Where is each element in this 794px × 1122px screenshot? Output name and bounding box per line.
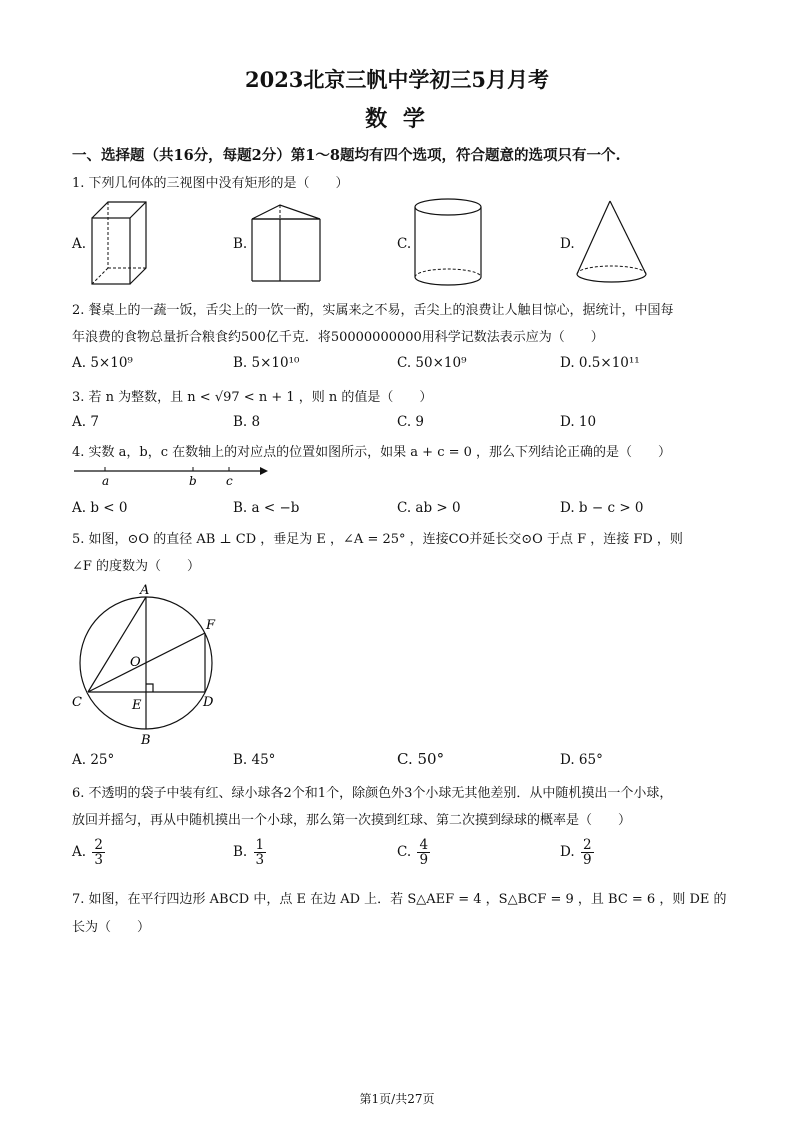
q6-option-a-label: A. [72, 844, 87, 861]
q6-option-b-label: B. [233, 844, 248, 861]
point-label-d: D [203, 695, 214, 710]
q4-number-line [72, 462, 272, 490]
page-number: 第1页/共27页 [359, 1092, 435, 1106]
q7-stem-line2: 长为（ ） [72, 920, 151, 935]
q6-option-c-denominator: 9 [419, 852, 429, 869]
q5-option-d: D. 65° [560, 752, 603, 768]
q3-option-d: D. 10 [560, 414, 597, 430]
q6-option-c [397, 838, 430, 867]
q1-option-a: A. [72, 236, 87, 252]
axis-label-c: c [226, 474, 233, 488]
q6-option-d [560, 838, 594, 867]
q6-option-b-numerator: 1 [255, 837, 265, 853]
q1-option-d: D. [560, 236, 575, 252]
q5-option-a: A. 25° [72, 752, 115, 768]
q6-option-a [72, 838, 105, 867]
subject-title: 数 学 [365, 106, 429, 132]
q1-option-b: B. [233, 236, 248, 252]
q5-stem-line1: 5. 如图，⊙O 的直径 AB ⊥ CD ，垂足为 E ，∠A = 25° ，连接CO并延长交⊙O 于点 F ，连接 FD ，则 [72, 532, 683, 547]
q2-stem-line1: 2. 餐桌上的一蔬一饭，舌尖上的一饮一酌，实属来之不易，舌尖上的浪费让人触目惊心，据统计，中国每 [72, 303, 674, 318]
q4-option-a: A. b < 0 [72, 500, 128, 516]
q2-option-c: C. 50×10⁹ [397, 355, 467, 371]
point-label-c: C [72, 695, 82, 710]
q2-option-d: D. 0.5×10¹¹ [560, 355, 640, 371]
q4-option-c: C. ab > 0 [397, 500, 461, 516]
q7-stem-line1: 7. 如图，在平行四边形 ABCD 中，点 E 在边 AD 上．若 S△AEF = 4 ，S△BCF = 9 ，且 BC = 6 ，则 DE 的 [72, 892, 727, 907]
q1-cylinder-figure [412, 197, 484, 289]
q6-option-c-label: C. [397, 844, 412, 861]
q6-option-c-numerator: 4 [419, 837, 429, 853]
point-label-e: E [132, 698, 142, 713]
q1-option-c: C. [397, 236, 412, 252]
q6-option-b [233, 838, 266, 867]
q6-stem-line1: 6. 不透明的袋子中装有红、绿小球各2个和1个，除颜色外3个小球无其他差别．从中随机摸出一个小球， [72, 786, 673, 801]
point-label-o: O [130, 655, 141, 670]
q6-option-b-fraction [254, 838, 267, 867]
q5-option-c: C. 50° [397, 750, 445, 768]
q6-option-a-numerator: 2 [94, 837, 103, 853]
q5-circle-figure [66, 580, 226, 748]
exam-title: 2023北京三帆中学初三5月月考 [244, 67, 550, 92]
q6-option-d-numerator: 2 [582, 837, 592, 853]
q3-option-c: C. 9 [397, 414, 425, 430]
q3-stem: 3. 若 n 为整数，且 n < √97 < n + 1 ，则 n 的值是（ ） [72, 390, 433, 405]
q1-rectangular-prism-figure [88, 198, 150, 288]
q6-option-c-fraction [417, 838, 430, 867]
q1-stem: 1. 下列几何体的三视图中没有矩形的是（ ） [72, 176, 349, 191]
point-label-f: F [206, 618, 216, 633]
section-heading: 一、选择题（共16分，每题2分）第1～8题均有四个选项，符合题意的选项只有一个. [72, 147, 621, 164]
q3-option-a: A. 7 [72, 414, 99, 430]
q4-stem: 4. 实数 a，b，c 在数轴上的对应点的位置如图所示，如果 a + c = 0 ，那么下列结论正确的是（ ） [72, 445, 672, 460]
q3-option-b: B. 8 [233, 414, 261, 430]
axis-label-a: a [102, 474, 110, 488]
q6-option-d-label: D. [560, 844, 575, 861]
q6-option-a-denominator: 3 [94, 852, 103, 869]
q2-stem-line2: 年浪费的食物总量折合粮食约500亿千克．将50000000000用科学记数法表示应为（ ） [72, 330, 604, 345]
q6-option-b-denominator: 3 [255, 852, 265, 869]
q6-option-a-fraction [92, 838, 105, 867]
q4-option-d: D. b − c > 0 [560, 500, 644, 516]
q5-stem-line2: ∠F 的度数为（ ） [72, 559, 201, 574]
q5-option-b: B. 45° [233, 752, 276, 768]
q2-option-a: A. 5×10⁹ [72, 355, 133, 371]
q1-cone-figure [574, 198, 650, 288]
q2-option-b: B. 5×10¹⁰ [233, 355, 300, 371]
point-label-b: B [141, 733, 151, 748]
q6-option-d-fraction [581, 838, 594, 867]
q6-option-d-denominator: 9 [582, 852, 592, 869]
axis-label-b: b [189, 474, 197, 488]
q4-option-b: B. a < −b [233, 500, 300, 516]
q1-triangular-prism-figure [250, 203, 322, 285]
q6-stem-line2: 放回并摇匀，再从中随机摸出一个小球，那么第一次摸到红球、第二次摸到绿球的概率是（ ） [72, 813, 632, 828]
point-label-a: A [140, 583, 150, 598]
